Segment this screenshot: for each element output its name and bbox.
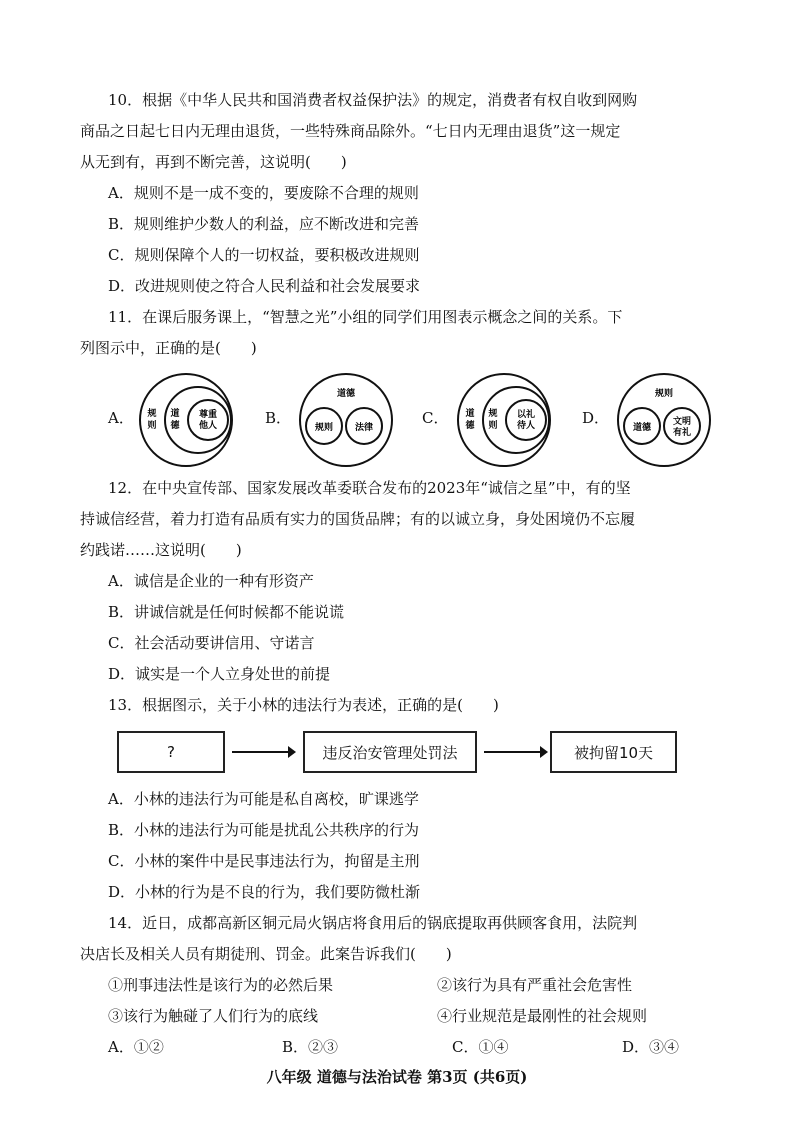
- q12-stem-line-3: 约践诺……这说明( ): [80, 541, 242, 559]
- q12-option-b: B．讲诚信就是任何时候都不能说谎: [108, 603, 345, 621]
- diagram-a-innermost-circle: [188, 400, 228, 440]
- diagram-b-label: B．: [265, 409, 292, 427]
- diagram-a: [130, 370, 242, 470]
- q10-stem-line-1: 10．根据《中华人民共和国消费者权益保护法》的规定，消费者有权自收到网购: [108, 91, 638, 109]
- diagram-a-outer-circle: [140, 374, 232, 466]
- q10-option-b: B．规则维护少数人的利益，应不断改进和完善: [108, 215, 420, 233]
- q13-option-d: D．小林的行为是不良的行为，我们要防微杜渐: [108, 883, 421, 901]
- diagram-a-outer-text-1: 规: [147, 409, 157, 419]
- q10-stem-line-2: 商品之日起七日内无理由退货，一些特殊商品除外。“七日内无理由退货”这一规定: [80, 122, 621, 140]
- diagram-a-inner-text-1: 道: [170, 409, 180, 419]
- q14-statement-3: ③该行为触碰了人们行为的底线: [108, 1007, 319, 1025]
- diagram-c-inner-text-1: 规: [488, 409, 498, 419]
- flow-arrow-2: [482, 742, 550, 762]
- flow-box-detention: 被拘留10天: [550, 731, 677, 773]
- diagram-c-outer-circle: [458, 374, 550, 466]
- diagram-d-left-text: 道德: [632, 423, 652, 433]
- page-footer: 八年级 道德与法治试卷 第3页 (共6页): [266, 1068, 528, 1086]
- diagram-b-right-text: 法律: [354, 423, 374, 433]
- q14-statement-2: ②该行为具有严重社会危害性: [437, 976, 633, 994]
- q10-option-d: D．改进规则使之符合人民利益和社会发展要求: [108, 277, 421, 295]
- diagram-c-innermost-text-2: 待人: [516, 421, 536, 431]
- q14-choice-d: D．③④: [622, 1038, 680, 1056]
- diagram-d-top-text: 规则: [654, 389, 674, 399]
- diagram-a-label: A．: [108, 409, 134, 427]
- diagram-c-inner-circle: [483, 387, 549, 453]
- q14-stem-line-1: 14．近日，成都高新区铜元局火锅店将食用后的锅底提取再供顾客食用，法院判: [108, 914, 638, 932]
- diagram-c: [448, 370, 560, 470]
- q11-stem-line-2: 列图示中，正确的是( ): [80, 339, 257, 357]
- q10-option-c: C．规则保障个人的一切权益，要积极改进规则: [108, 246, 420, 264]
- diagram-b-top-text: 道德: [336, 389, 356, 399]
- diagram-a-innermost-text-2: 他人: [198, 421, 218, 431]
- q12-option-d: D．诚实是一个人立身处世的前提: [108, 665, 331, 683]
- q14-statement-1: ①刑事违法性是该行为的必然后果: [108, 976, 334, 994]
- q12-stem-line-1: 12．在中央宣传部、国家发展改革委联合发布的2023年“诚信之星”中，有的坚: [108, 479, 631, 497]
- flow-arrow-1: [230, 742, 298, 762]
- diagram-d-right-text-2: 有礼: [672, 428, 692, 438]
- q13-stem-line-1: 13．根据图示，关于小林的违法行为表述，正确的是( ): [108, 696, 499, 714]
- q14-choice-a: A．①②: [108, 1038, 164, 1056]
- diagram-c-innermost-circle: [506, 400, 546, 440]
- q12-option-c: C．社会活动要讲信用、守诺言: [108, 634, 315, 652]
- diagram-a-outer-text-2: 则: [147, 421, 157, 431]
- diagram-c-outer-text-1: 道: [465, 409, 475, 419]
- q10-stem-line-3: 从无到有，再到不断完善，这说明( ): [80, 153, 347, 171]
- diagram-d-label: D．: [582, 409, 610, 427]
- diagram-c-innermost-text-1: 以礼: [516, 410, 536, 420]
- diagram-a-inner-text-2: 德: [170, 421, 180, 431]
- diagram-d-right-text-1: 文明: [672, 417, 692, 427]
- diagram-a-inner-circle: [165, 387, 231, 453]
- diagram-a-innermost-text-1: 尊重: [198, 410, 218, 420]
- diagram-c-label: C．: [422, 409, 449, 427]
- diagram-d: [608, 370, 720, 470]
- q14-stem-line-2: 决店长及相关人员有期徒刑、罚金。此案告诉我们( ): [80, 945, 452, 963]
- q12-stem-line-2: 持诚信经营，着力打造有品质有实力的国货品牌；有的以诚立身，身处困境仍不忘履: [80, 510, 636, 528]
- q14-statement-4: ④行业规范是最刚性的社会规则: [437, 1007, 648, 1025]
- q13-option-a: A．小林的违法行为可能是私自离校，旷课逃学: [108, 790, 419, 808]
- q13-option-c: C．小林的案件中是民事违法行为，拘留是主刑: [108, 852, 420, 870]
- flow-box-unknown: ?: [117, 731, 225, 773]
- flow-box-violation: 违反治安管理处罚法: [303, 731, 477, 773]
- q13-option-b: B．小林的违法行为可能是扰乱公共秩序的行为: [108, 821, 420, 839]
- q14-choice-b: B．②③: [282, 1038, 339, 1056]
- diagram-b-left-text: 规则: [314, 423, 334, 433]
- q10-option-a: A．规则不是一成不变的，要废除不合理的规则: [108, 184, 419, 202]
- q14-choice-c: C．①④: [452, 1038, 509, 1056]
- q12-option-a: A．诚信是企业的一种有形资产: [108, 572, 314, 590]
- diagram-b: [290, 370, 402, 470]
- diagram-c-outer-text-2: 德: [465, 421, 475, 431]
- diagram-c-inner-text-2: 则: [488, 421, 498, 431]
- q11-stem-line-1: 11．在课后服务课上，“智慧之光”小组的同学们用图表示概念之间的关系。下: [108, 308, 623, 326]
